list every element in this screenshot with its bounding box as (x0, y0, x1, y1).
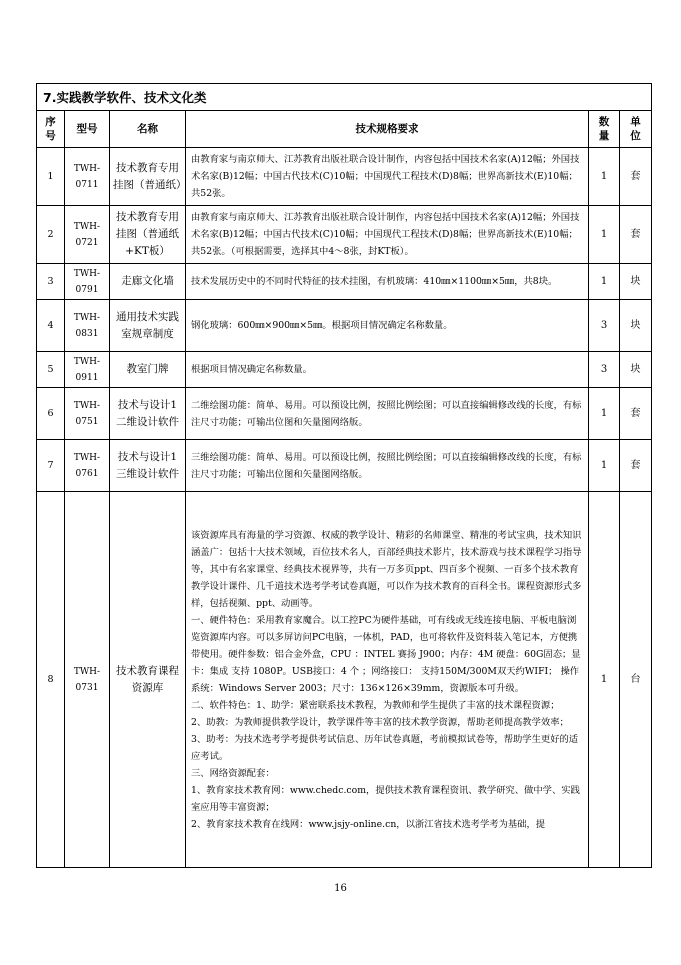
row-unit: 块 (620, 264, 652, 300)
header-model: 型号 (65, 111, 110, 148)
spec-paragraph: 三维绘图功能：简单、易用。可以预设比例，按照比例绘图；可以直接编辑修改线的长度，有标注尺寸功能；可输出位图和矢量图网络版。 (191, 451, 582, 480)
row-spec (186, 492, 589, 868)
header-seq: 序号 (37, 111, 65, 148)
header-spec: 技术规格要求 (186, 111, 589, 148)
row-unit: 套 (620, 388, 652, 440)
row-model: TWH-0751 (65, 388, 110, 440)
table-row (37, 300, 652, 352)
spec-paragraph: 3、助考：为技术选考学考提供考试信息、历年试卷真题，考前模拟试卷等，帮助学生更好的适应考试。 (191, 733, 579, 762)
table-row (37, 388, 652, 440)
row-spec (186, 352, 589, 388)
table-row (37, 148, 652, 206)
row-model: TWH-0791 (65, 264, 110, 300)
row-name: 技术教育专用挂图（普通纸） (110, 148, 186, 206)
row-qty: 1 (589, 206, 620, 264)
row-model: TWH-0761 (65, 440, 110, 492)
row-qty: 1 (589, 264, 620, 300)
row-model: TWH-0711 (65, 148, 110, 206)
row-name: 技术与设计1二维设计软件 (110, 388, 186, 440)
row-spec (186, 388, 589, 440)
spec-paragraph: 三、网络资源配套： (191, 767, 275, 779)
row-seq: 5 (37, 352, 65, 388)
row-spec (186, 264, 589, 300)
table-row (37, 206, 652, 264)
row-spec (186, 440, 589, 492)
row-name: 技术教育课程资源库 (110, 492, 186, 868)
spec-paragraph: 二、软件特色：1、助学：紧密联系技术教程，为教师和学生提供了丰富的技术课程资源； (191, 699, 560, 711)
spec-paragraph: 二维绘图功能：简单、易用。可以预设比例，按照比例绘图；可以直接编辑修改线的长度，有标注尺寸功能；可输出位图和矢量图网络版。 (191, 399, 582, 428)
row-name: 技术与设计1三维设计软件 (110, 440, 186, 492)
row-qty: 1 (589, 388, 620, 440)
row-spec (186, 206, 589, 264)
row-unit: 块 (620, 300, 652, 352)
row-name: 教室门牌 (110, 352, 186, 388)
row-unit: 台 (620, 492, 652, 868)
table-row (37, 264, 652, 300)
row-spec (186, 300, 589, 352)
row-unit: 块 (620, 352, 652, 388)
row-qty: 1 (589, 492, 620, 868)
row-qty: 1 (589, 440, 620, 492)
row-name: 走廊文化墙 (110, 264, 186, 300)
spec-paragraph: 根据项目情况确定名称数量。 (191, 364, 312, 375)
row-unit: 套 (620, 440, 652, 492)
row-seq: 1 (37, 148, 65, 206)
table-row (37, 440, 652, 492)
row-spec (186, 148, 589, 206)
row-model: TWH-0911 (65, 352, 110, 388)
row-model: TWH-0831 (65, 300, 110, 352)
equipment-table (36, 83, 652, 868)
spec-paragraph: 由教育家与南京师大、江苏教育出版社联合设计制作，内容包括中国技术名家(A)12幅；外国技术名家(B)12幅；中国古代技术(C)10幅；中国现代工程技术(D)8幅；世界高新技术(E)10幅；共52张。（可根据需要，选择其中4～8张，封KT板）。 (191, 212, 580, 257)
row-name: 技术教育专用挂图（普通纸+KT板） (110, 206, 186, 264)
header-name: 名称 (110, 111, 186, 148)
table-row (37, 352, 652, 388)
header-qty: 数量 (589, 111, 620, 148)
spec-paragraph: 2、助教：为教师提供教学设计，教学课件等丰富的技术教学资源，帮助老师提高教学效率； (191, 716, 569, 728)
section-title: 7.实践教学软件、技术文化类 (37, 84, 652, 111)
table-header-row (37, 111, 652, 148)
spec-paragraph: 技术发展历史中的不同时代特征的技术挂图，有机玻璃：410㎜×1100㎜×5㎜，共8块。 (191, 276, 558, 287)
row-seq: 7 (37, 440, 65, 492)
row-model: TWH-0731 (65, 492, 110, 868)
spec-paragraph: 1、教育家技术教育网：www.chedc.com，提供技术教育课程资讯、教学研究、做中学、实践室应用等丰富资源； (191, 784, 580, 813)
row-qty: 3 (589, 352, 620, 388)
row-qty: 1 (589, 148, 620, 206)
row-seq: 2 (37, 206, 65, 264)
row-seq: 8 (37, 492, 65, 868)
spec-paragraph: 2、教育家技术教育在线网：www.jsjy-online.cn，以浙江省技术选考学考为基础，提 (191, 818, 546, 830)
row-seq: 4 (37, 300, 65, 352)
row-unit: 套 (620, 206, 652, 264)
header-unit: 单位 (620, 111, 652, 148)
spec-paragraph: 一、硬件特色：采用教育家魔合。以工控PC为硬件基础，可有线或无线连接电脑、平板电脑浏览资源库内容。可以多屏访问PC电脑，一体机，PAD，也可将软件及资料装入笔记本，方便携带使用。硬件参数：铝合金外盒，CPU ：INTEL 赛扬 J900；内存：4M 硬盘：60G固态；显卡：集成 支持 1080P。USB接口：4 个 ；网络接口： 支持150M/300M双天约WIFI； 操作系统：Windows Server 2003；尺寸：136×126×39mm，资源版本可升级。 (191, 614, 581, 694)
table-row (37, 492, 652, 868)
spec-paragraph: 钢化玻璃：600㎜×900㎜×5㎜。根据项目情况确定名称数量。 (191, 320, 453, 331)
row-unit: 套 (620, 148, 652, 206)
row-qty: 3 (589, 300, 620, 352)
row-seq: 6 (37, 388, 65, 440)
row-seq: 3 (37, 264, 65, 300)
document-page (36, 83, 651, 868)
spec-paragraph: 该资源库具有海量的学习资源、权威的教学设计、精彩的名师课堂、精准的考试宝典，技术知识涵盖广：包括十大技术领域，百位技术名人，百部经典技术影片，技术游戏与技术课程学习指导等，其中有名家课堂、经典技术视界等，共有一万多页ppt、四百多个视频、一百多个技术教育教学设计课件、几千道技术选考学考试卷真题，可以作为技术教育的百科全书。课程资源形式多样，包括视频、ppt、动画等。 (191, 529, 582, 609)
row-model: TWH-0721 (65, 206, 110, 264)
row-name: 通用技术实践室规章制度 (110, 300, 186, 352)
page-number: 16 (334, 883, 347, 894)
spec-paragraph: 由教育家与南京师大、江苏教育出版社联合设计制作，内容包括中国技术名家(A)12幅；外国技术名家(B)12幅；中国古代技术(C)10幅；中国现代工程技术(D)8幅；世界高新技术(E)10幅；共52张。 (191, 154, 580, 199)
